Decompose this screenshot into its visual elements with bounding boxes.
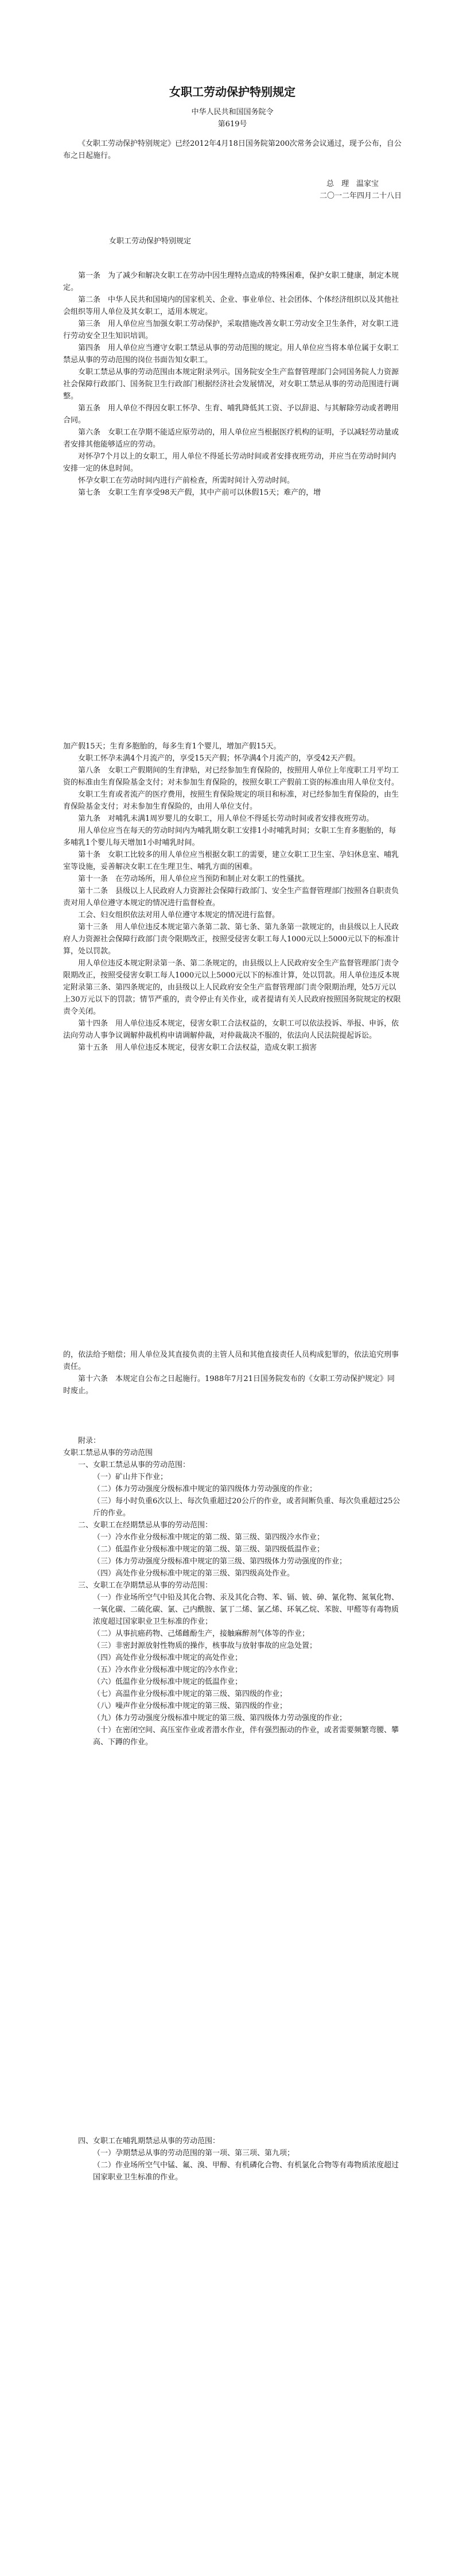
sign-date: 二〇一二年四月二十八日 [319,192,402,200]
appendix-item: （五）冷水作业分级标准中规定的冷水作业； [93,1666,243,1674]
article-paragraph: 用人单位应当在每天的劳动时间内为哺乳期女职工安排1小时哺乳时间；女职工生育多胞胎的，每多哺乳1个婴儿每天增加1小时哺乳时间。 [63,827,396,847]
article-paragraph: 第四条 用人单位应当遵守女职工禁忌从事的劳动范围的规定。用人单位应当将本单位属于女职工禁忌从事的劳动范围的岗位书面告知女职工。 [63,344,399,364]
appendix-item: （三）每小时负重6次以上、每次负重超过20公斤的作业，或者间断负重、每次负重超过25公斤的作业。 [93,1497,400,1518]
body-subtitle: 女职工劳动保护特别规定 [109,237,192,246]
article-paragraph: 第十四条 用人单位违反本规定，侵害女职工合法权益的，女职工可以依法投诉、举报、申诉，依法向劳动人事争议调解仲裁机构申请调解仲裁，对仲裁裁决不服的，依法向人民法院提起诉讼。 [63,1019,399,1040]
article-paragraph: 第一条 为了减少和解决女职工在劳动中因生理特点造成的特殊困难，保护女职工健康，制定本规定。 [63,271,399,292]
appendix-item: （二）从事抗癌药物、己烯雌酚生产，接触麻醉剂气体等的作业； [93,1630,310,1638]
document-title: 女职工劳动保护特别规定 [169,85,295,99]
order-number: 第619号 [217,120,247,129]
article-paragraph: 第十二条 县级以上人民政府人力资源社会保障行政部门、安全生产监督管理部门按照各自职责负责对用人单位遵守本规定的情况进行监督检查。 [63,887,399,907]
appendix-item: （三）体力劳动强度分级标准中规定的第三级、第四级体力劳动强度的作业； [93,1557,347,1566]
appendix-section-label: 二、女职工在经期禁忌从事的劳动范围： [78,1521,213,1530]
article-paragraph: 用人单位违反本规定附录第一条、第二条规定的，由县级以上人民政府安全生产监督管理部门责令限期改正，按照受侵害女职工每人1000元以上5000元以下的标准计算，处以罚款。用人单位违反本规定附录第三条、第四条规定的，由县级以上人民政府安全生产监督管理部门责令限期治理，处5万元以上30万元以下的罚款；情节严重的，责令停止有关作业，或者提请有关人民政府按照国务院规定的权限责令关闭。 [63,959,401,1016]
article-paragraph: 第十六条 本规定自公布之日起施行。1988年7月21日国务院发布的《女职工劳动保护规定》同时废止。 [63,1375,395,1395]
article-paragraph: 第十条 女职工比较多的用人单位应当根据女职工的需要，建立女职工卫生室、孕妇休息室、哺乳室等设施，妥善解决女职工在生理卫生、哺乳方面的困难。 [63,851,399,871]
appendix-item: （四）高处作业分级标准中规定的第三级、第四级高处作业。 [93,1569,295,1578]
article-paragraph: 女职工怀孕未满4个月流产的，享受15天产假；怀孕满4个月流产的，享受42天产假。 [78,754,360,763]
appendix-item: （一）矿山井下作业； [93,1473,168,1481]
article-paragraph: 第六条 女职工在孕期不能适应原劳动的，用人单位应当根据医疗机构的证明，予以减轻劳动量或者安排其他能够适应的劳动。 [63,428,399,449]
article-paragraph: 第五条 用人单位不得因女职工怀孕、生育、哺乳降低其工资、予以辞退、与其解除劳动或者聘用合同。 [63,404,399,425]
article-paragraph: 的，依法给予赔偿；用人单位及其直接负责的主管人员和其他直接责任人员构成犯罪的，依法追究刑事责任。 [63,1351,399,1371]
appendix-item: （三）非密封源放射性物质的操作，核事故与放射事故的应急处置； [93,1642,317,1650]
appendix-item: （二）作业场所空气中锰、氟、溴、甲醇、有机磷化合物、有机氯化合物等有毒物质浓度超过国家职业卫生标准的作业。 [93,2161,399,2182]
appendix-item: （二）体力劳动强度分级标准中规定的第四级体力劳动强度的作业； [93,1485,317,1493]
article-paragraph: 第十一条 在劳动场所，用人单位应当预防和制止对女职工的性骚扰。 [78,875,310,883]
appendix-item: （一）作业场所空气中铅及其化合物、汞及其化合物、苯、镉、铍、砷、氰化物、氮氧化物、一氧化碳、二硫化碳、氯、己内酰胺、氯丁二烯、氯乙烯、环氧乙烷、苯胺、甲醛等有毒物质浓度超过国家职业卫生标准的作业； [93,1593,399,1626]
appendix-block [63,1435,402,1748]
article-paragraph: 第八条 女职工产假期间的生育津贴，对已经参加生育保险的，按照用人单位上年度职工月平均工资的标准由生育保险基金支付；对未参加生育保险的，按照女职工产假前工资的标准由用人单位支付。 [63,766,399,787]
appendix-item: （九）体力劳动强度分级标准中规定的第三级、第四级体力劳动强度的作业； [93,1714,347,1722]
signature-block [63,178,402,202]
articles-part-2 [63,740,402,1054]
signer: 总 理 温家宝 [326,180,379,188]
articles-part-1 [63,270,402,499]
appendix-item: （一）孕期禁忌从事的劳动范围的第一项、第三项、第九项； [93,2149,295,2158]
appendix-item: （七）高温作业分级标准中规定的第三级、第四级的作业； [93,1690,287,1698]
appendix-section-label: 四、女职工在哺乳期禁忌从事的劳动范围： [78,2137,220,2146]
articles-part-3 [63,1349,402,1397]
appendix-continued [63,2135,402,2183]
appendix-item: （一）冷水作业分级标准中规定的第二级、第三级、第四级冷水作业； [93,1533,325,1542]
article-paragraph: 第十三条 用人单位违反本规定第六条第二款、第七条、第九条第一款规定的，由县级以上人民政府人力资源社会保障行政部门责令限期改正，按照受侵害女职工每人1000元以上5000元以下的标准计算，处以罚款。 [63,923,400,956]
article-paragraph: 女职工生育或者流产的医疗费用，按照生育保险规定的项目和标准，对已经参加生育保险的，由生育保险基金支付；对未参加生育保险的，由用人单位支付。 [63,790,399,811]
subtitle-block [63,235,402,247]
article-paragraph: 第九条 对哺乳未满1周岁婴儿的女职工，用人单位不得延长劳动时间或者安排夜班劳动。 [78,814,374,823]
article-paragraph: 第二条 中华人民共和国境内的国家机关、企业、事业单位、社会团体、个体经济组织以及其他社会组织等用人单位及其女职工，适用本规定。 [63,296,399,316]
issuer-line: 中华人民共和国国务院令 [191,108,274,117]
article-paragraph: 第七条 女职工生育享受98天产假，其中产前可以休假15天；难产的，增 [78,488,321,497]
appendix-heading: 附录： [78,1437,101,1445]
document-header [63,86,402,130]
article-paragraph: 怀孕女职工在劳动时间内进行产前检查，所需时间计入劳动时间。 [78,476,295,485]
appendix-section-label: 一、女职工禁忌从事的劳动范围： [78,1461,190,1469]
article-paragraph: 女职工禁忌从事的劳动范围由本规定附录列示。国务院安全生产监督管理部门会同国务院人力资源社会保障行政部门、国务院卫生行政部门根据经济社会发展情况，对女职工禁忌从事的劳动范围进行调整。 [63,368,399,401]
article-paragraph: 加产假15天；生育多胞胎的，每多生育1个婴儿，增加产假15天。 [63,742,281,751]
appendix-section-label: 三、女职工在孕期禁忌从事的劳动范围： [78,1581,213,1590]
article-paragraph: 工会、妇女组织依法对用人单位遵守本规定的情况进行监督。 [78,911,280,920]
appendix-item: （二）低温作业分级标准中规定的第二级、第三级、第四级低温作业； [93,1545,325,1554]
appendix-item: （十）在密闭空间、高压室作业或者潜水作业，伴有强烈振动的作业，或者需要频繁弯腰、攀高、下蹲的作业。 [93,1726,399,1747]
article-paragraph: 对怀孕7个月以上的女职工，用人单位不得延长劳动时间或者安排夜班劳动，并应当在劳动时间内安排一定的休息时间。 [63,452,396,473]
appendix-title: 女职工禁忌从事的劳动范围 [63,1449,153,1457]
preamble-text: 《女职工劳动保护特别规定》已经2012年4月18日国务院第200次常务会议通过，现予公布，自公布之日起施行。 [63,139,402,160]
preamble-block [63,138,402,162]
appendix-item: （四）高处作业分级标准中规定的高处作业； [93,1654,243,1662]
article-paragraph: 第三条 用人单位应当加强女职工劳动保护，采取措施改善女职工劳动安全卫生条件，对女职工进行劳动安全卫生知识培训。 [63,320,399,340]
appendix-item: （八）噪声作业分级标准中规定的第三级、第四级的作业； [93,1702,287,1710]
appendix-item: （六）低温作业分级标准中规定的低温作业； [93,1678,243,1686]
article-paragraph: 第十五条 用人单位违反本规定，侵害女职工合法权益，造成女职工损害 [78,1043,317,1052]
